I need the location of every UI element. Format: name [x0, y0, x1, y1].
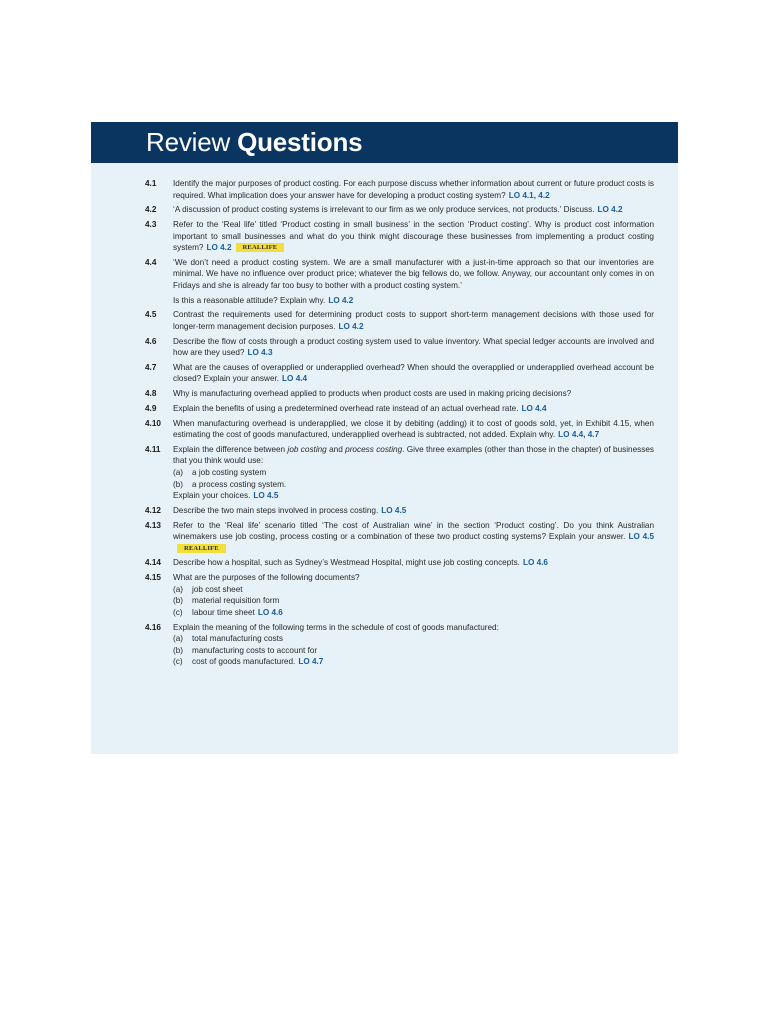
question-number: 4.8: [145, 389, 157, 399]
sub-item-text: a process costing system.: [192, 479, 287, 489]
learning-objective-link[interactable]: LO 4.6: [257, 607, 283, 617]
reallife-badge: REALLIFE: [236, 243, 285, 252]
sub-items: [173, 633, 654, 668]
question-text-continued: Is this a reasonable attitude? Explain why.: [173, 295, 326, 305]
sub-item-label: (a): [173, 468, 184, 477]
sub-item-label: (b): [173, 596, 184, 606]
question-text: Why is manufacturing overhead applied to products when product costs are used in making pricing decisions?: [173, 389, 572, 399]
question-text: Contrast the requirements used for determining product costs to support short-term management decisions with those used for longer-term management decision purposes.: [173, 310, 654, 331]
learning-objective-link[interactable]: LO 4.4: [521, 403, 547, 413]
sub-items: [173, 584, 654, 619]
review-questions-panel: [91, 122, 678, 754]
learning-objective-link[interactable]: LO 4.4, 4.7: [558, 430, 600, 440]
sub-item: [173, 656, 654, 668]
question-number: 4.10: [145, 418, 161, 428]
sub-item: [173, 467, 654, 479]
question-number: 4.3: [145, 219, 157, 229]
question-number: 4.13: [145, 520, 161, 530]
learning-objective-link[interactable]: LO 4.5: [628, 532, 654, 542]
sub-item-text: job cost sheet: [192, 584, 243, 594]
question-number: 4.6: [145, 336, 157, 346]
question-text: Describe the flow of costs through a product costing system used to value inventory. What special ledger accounts are involved and how are they used?: [173, 336, 654, 358]
question-4-16: [91, 622, 678, 668]
learning-objective-link[interactable]: LO 4.2: [338, 321, 364, 331]
question-number: 4.9: [145, 403, 157, 413]
learning-objective-link[interactable]: LO 4.2: [206, 243, 232, 253]
question-number: 4.1: [145, 179, 157, 188]
question-number: 4.5: [145, 310, 157, 320]
sub-item: [173, 645, 654, 657]
sub-item: [173, 633, 654, 645]
question-4-12: [91, 505, 678, 517]
term-process-costing: process costing: [345, 444, 403, 454]
term-job-costing: job costing: [287, 444, 327, 454]
question-text: What are the causes of overapplied or underapplied overhead? When should the overapplied or underapplied overhead account be closed? Explain your answer.: [173, 362, 654, 384]
question-number: 4.16: [145, 622, 161, 632]
question-4-14: [91, 557, 678, 569]
question-4-15: [91, 572, 678, 618]
header-title-light: Review: [146, 127, 231, 157]
learning-objective-link[interactable]: LO 4.1, 4.2: [508, 190, 550, 200]
reallife-badge: REALLIFE: [177, 544, 226, 553]
sub-item-text: total manufacturing costs: [192, 634, 284, 644]
question-text-continued: Explain your choices.: [173, 491, 251, 501]
question-number: 4.4: [145, 257, 157, 267]
question-number: 4.11: [145, 444, 161, 454]
sub-item-label: (b): [173, 645, 184, 655]
question-number: 4.7: [145, 362, 157, 372]
question-text: Describe the two main steps involved in process costing.: [173, 505, 379, 515]
question-text: Explain the meaning of the following terms in the schedule of cost of goods manufactured:: [173, 622, 499, 632]
question-4-9: [91, 403, 678, 415]
sub-item: [173, 607, 654, 619]
sub-item-text: a job costing system: [192, 468, 267, 477]
question-text: ‘We don’t need a product costing system. We are a small manufacturer with a just-in-time approach so that our inventories are minimal. We have no influence over product price; whatever the big fellows do, we follow. Anyway, our accountant only comes in on Fridays and she is already far too busy to bother with a product costing system.’: [173, 257, 654, 291]
sub-item: [173, 479, 654, 491]
sub-item-label: (a): [173, 634, 184, 644]
question-4-13: [91, 520, 678, 555]
question-text: Identify the major purposes of product costing. For each purpose discuss whether information about current or future product costs is required. What implication does your answer have for developing a product costing system?: [173, 179, 654, 200]
question-number: 4.15: [145, 573, 161, 583]
question-4-7: [91, 362, 678, 385]
question-text: and: [326, 444, 346, 454]
question-text: Refer to the ‘Real life’ scenario titled ‘The cost of Australian wine’ in the section ‘Product costing’. Do you think Australian winemakers use job costing, process costing or a combination of these two product costing systems? Explain your answer.: [173, 520, 654, 542]
question-4-2: [91, 204, 678, 216]
question-text: What are the purposes of the following documents?: [173, 573, 360, 583]
question-number: 4.14: [145, 558, 161, 568]
sub-item: [173, 595, 654, 607]
sub-item-label: (c): [173, 607, 183, 617]
learning-objective-link[interactable]: LO 4.7: [298, 657, 324, 667]
sub-item-text: manufacturing costs to account for: [192, 645, 318, 655]
questions-list: [91, 163, 678, 668]
question-4-1: [91, 178, 678, 201]
learning-objective-link[interactable]: LO 4.5: [381, 505, 407, 515]
question-4-3: [91, 219, 678, 254]
question-4-10: [91, 418, 678, 441]
sub-item: [173, 584, 654, 596]
question-text: ‘A discussion of product costing systems is irrelevant to our firm as we only produce services, not products.’ Discuss.: [173, 205, 595, 215]
header-title-bold: Questions: [237, 127, 363, 157]
question-text: . Give three examples (other than those in the chapter) of businesses that you think would use:: [173, 444, 654, 466]
question-4-11: [91, 444, 678, 502]
sub-item-text: labour time sheet: [192, 607, 255, 617]
question-text: Refer to the ‘Real life’ titled ‘Product costing in small business’ in the section ‘Product costing’. Why is product cost information important to small businesses and what do you think might discourage these businesses from implementing a product costing system?: [173, 219, 654, 253]
sub-item-label: (a): [173, 584, 184, 594]
question-4-5: [91, 309, 678, 332]
learning-objective-link[interactable]: LO 4.4: [282, 374, 308, 384]
learning-objective-link[interactable]: LO 4.5: [253, 491, 279, 501]
learning-objective-link[interactable]: LO 4.2: [597, 205, 623, 215]
question-4-6: [91, 336, 678, 359]
question-text: When manufacturing overhead is underapplied, we close it by debiting (adding) it to cost of goods sold, yet, in Exhibit 4.15, when estimating the cost of goods manufactured, underapplied overhead is subtracted, not added. Explain why.: [173, 418, 654, 440]
section-header: [91, 122, 678, 163]
question-text: Explain the benefits of using a predetermined overhead rate instead of an actual overhead rate.: [173, 403, 519, 413]
sub-item-text: material requisition form: [192, 596, 280, 606]
question-4-4: [91, 257, 678, 306]
learning-objective-link[interactable]: LO 4.2: [328, 295, 354, 305]
learning-objective-link[interactable]: LO 4.6: [522, 558, 548, 568]
learning-objective-link[interactable]: LO 4.3: [247, 348, 273, 358]
question-text: Describe how a hospital, such as Sydney’s Westmead Hospital, might use job costing concepts.: [173, 558, 520, 568]
sub-item-label: (b): [173, 479, 184, 489]
sub-items: [173, 467, 654, 490]
question-number: 4.2: [145, 205, 157, 215]
question-4-8: [91, 388, 678, 400]
sub-item-text: cost of goods manufactured.: [192, 657, 296, 667]
sub-item-label: (c): [173, 657, 183, 667]
question-text: Explain the difference between: [173, 444, 288, 454]
question-number: 4.12: [145, 505, 161, 515]
